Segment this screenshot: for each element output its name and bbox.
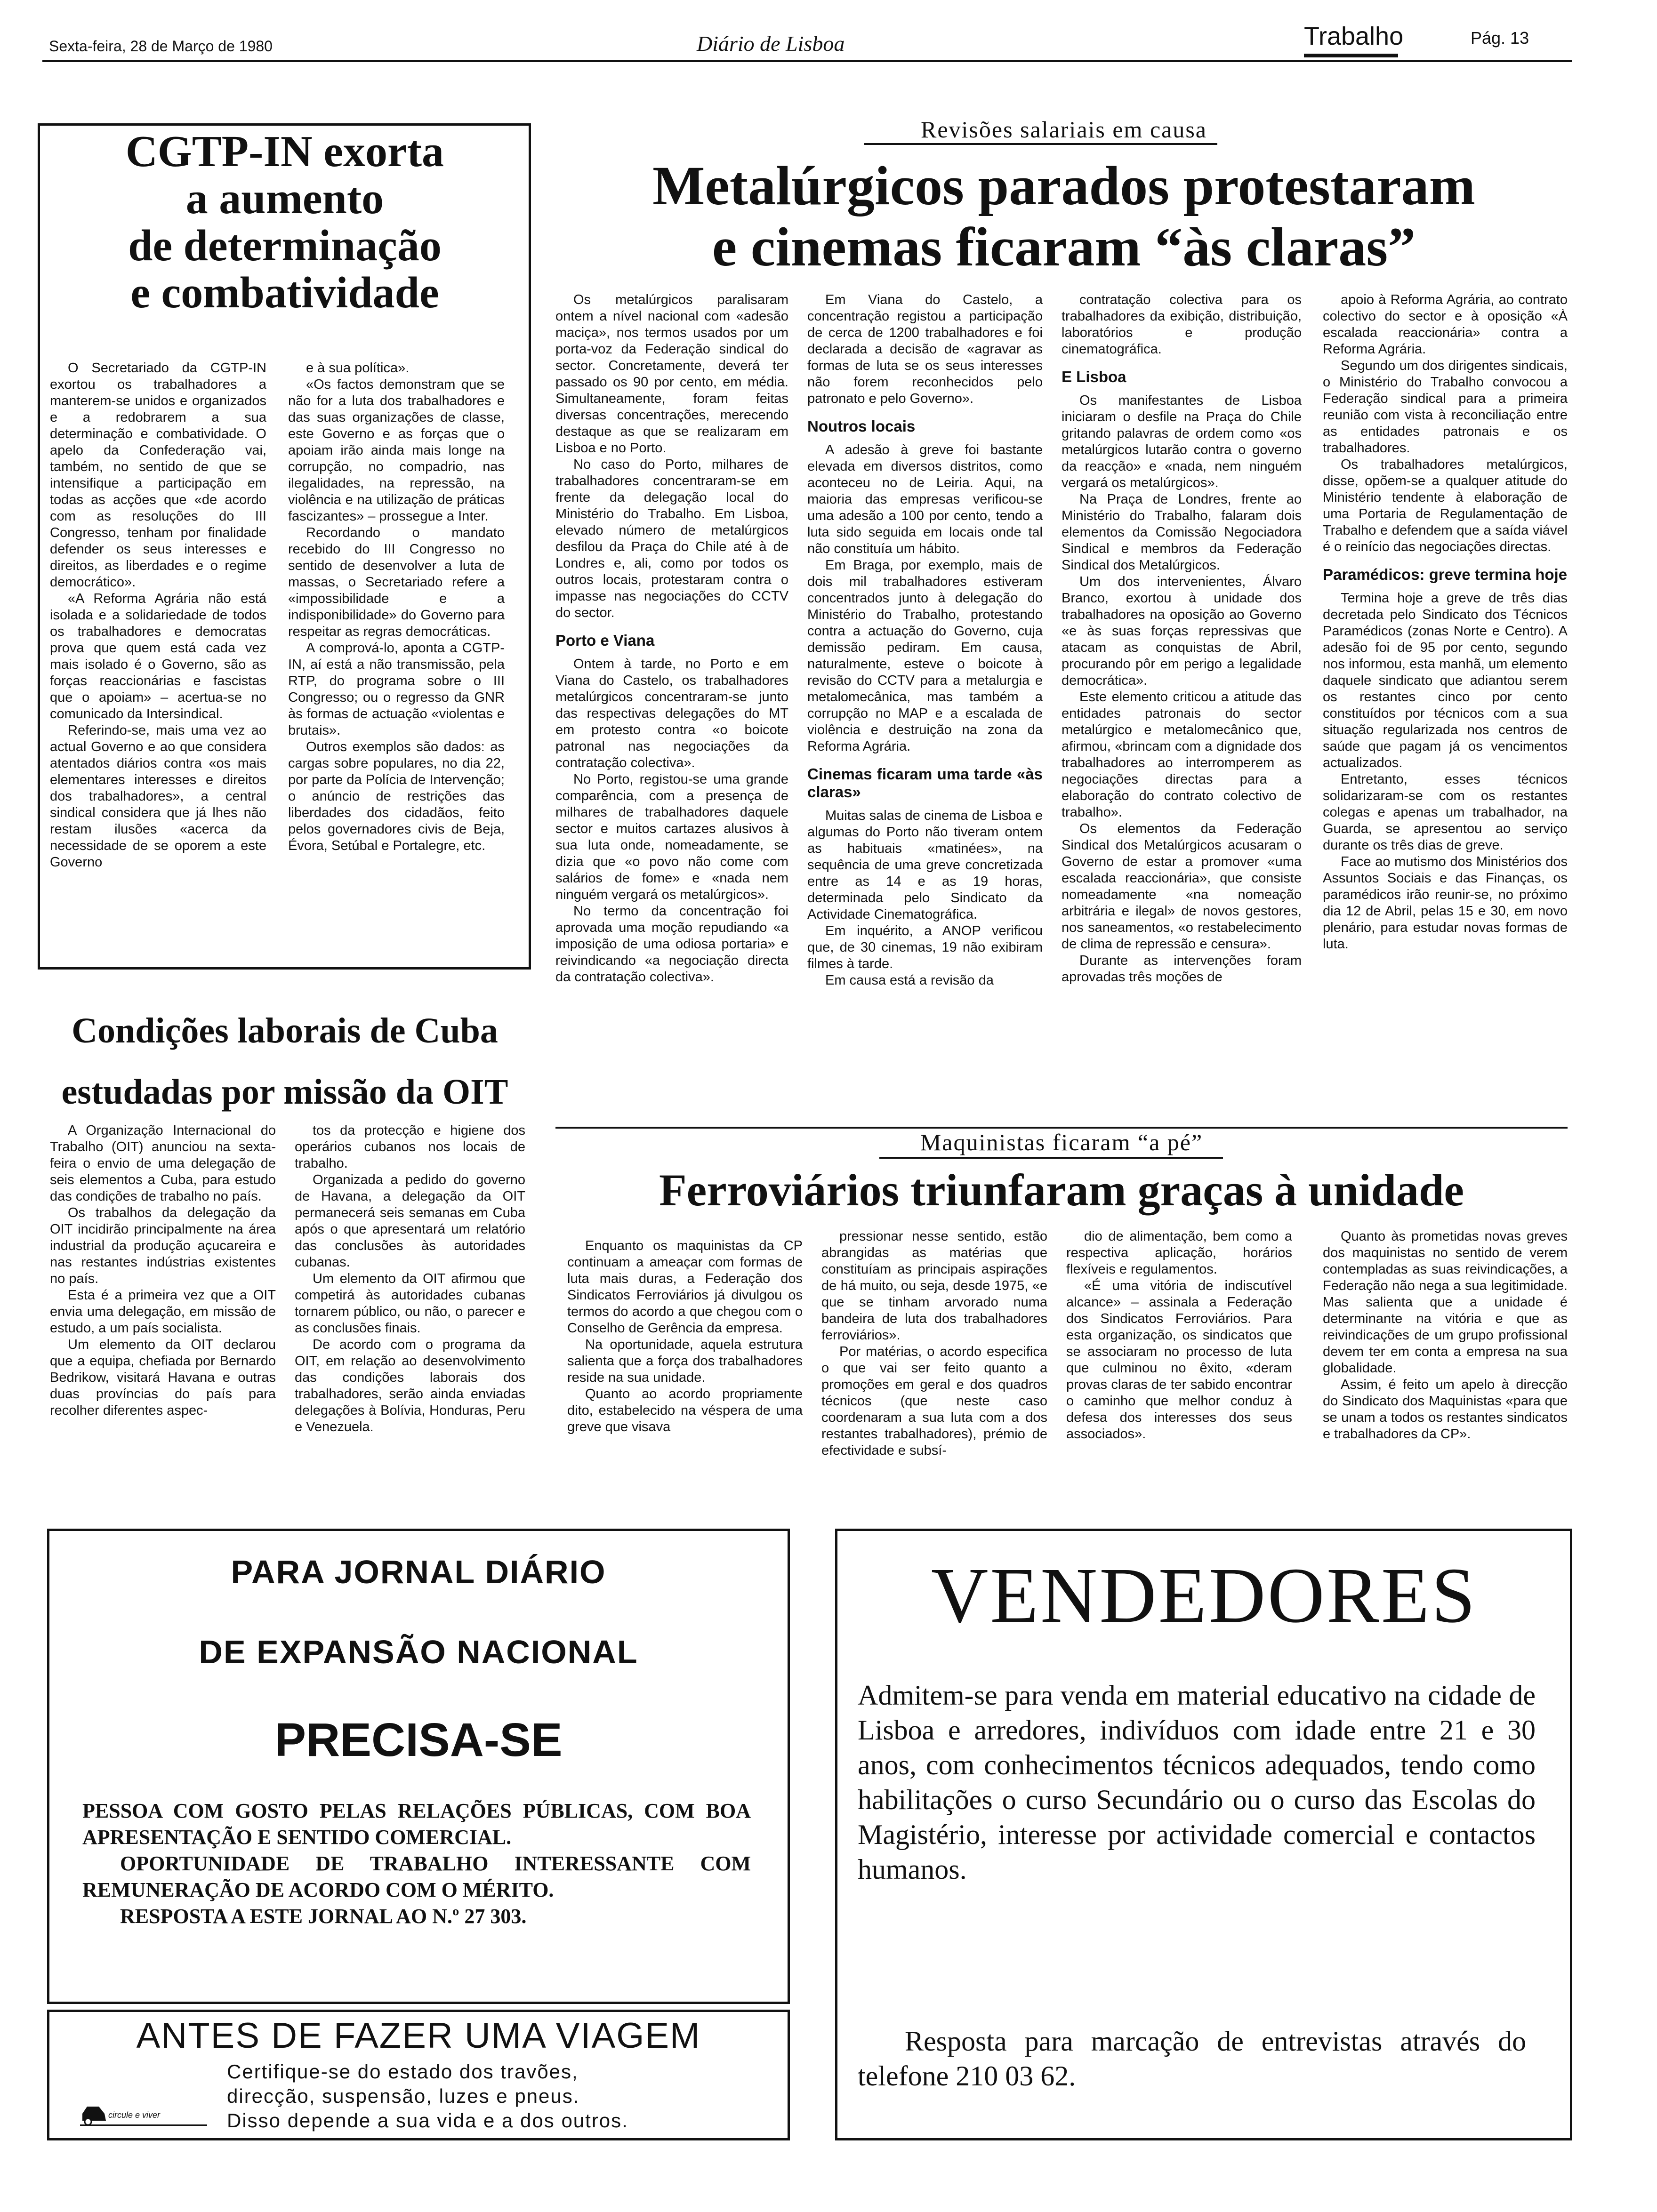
cgtp-headline-line: CGTP-IN exorta — [125, 127, 444, 176]
paragraph: contratação colectiva para os trabalhadores da exibição, distribuição, laboratórios e produção cinematográfica. — [1062, 292, 1302, 357]
ad-jornal-body — [82, 1798, 751, 1930]
paragraph: Em Braga, por exemplo, mais de dois mil trabalhadores estiveram concentrados junto à delegação do Ministério do Trabalho, protestando contra a actuação do Governo, cuja demissão pediram. Em causa, naturalmente, esteve o boicote à revisão do CCTV para a metalurgia e metalomecânica, mas também a corrupção no MAP e a escalada de violência e destruição na zona da Reforma Agrária. — [807, 558, 1043, 754]
cgtp-headline — [42, 128, 527, 316]
ad-jornal-line2: DE EXPANSÃO NACIONAL — [199, 1634, 638, 1670]
metal-kicker-underline — [864, 143, 1217, 145]
ad-viagem-line1: Certifique-se do estado dos travões, — [227, 2060, 579, 2083]
ad-viagem-line3: Disso depende a sua vida e a dos outros. — [227, 2109, 628, 2132]
ferro-kicker: Maquinistas ficaram “a pé” — [920, 1129, 1203, 1155]
paragraph: Outros exemplos são dados: as cargas sobre populares, no dia 22, por parte da Polícia de Intervenção; o anúncio de restrições das liberdades dos cidadãos, feito pelos governadores civis de Beja, Évora, Setúbal e Portalegre, etc. — [288, 739, 505, 853]
paragraph: Muitas salas de cinema de Lisboa e algumas do Porto não tiveram ontem as habituais «matinées», na sequência de uma greve concretizada entre as 14 e as 19 horas, determinada pelo Sindicato da Actividade Cinematográfica. — [807, 808, 1043, 922]
cgtp-headline-line: e combatividade — [130, 268, 439, 317]
car-icon — [80, 2102, 108, 2125]
paragraph: «É uma vitória de indiscutível alcance» – assinala a Federação dos Sindicatos Ferroviários. Para esta organização, os sindicatos que se associaram no processo de luta que culminou no êxito, «deram provas claras de ter sabido encontrar o caminho que melhor conduz à defesa dos interesses dos seus associados». — [1066, 1278, 1292, 1442]
paragraph: Um dos intervenientes, Álvaro Branco, exortou à unidade dos trabalhadores na oposição ao Governo «e às suas forças repressivas que atacam as conquistas de Abril, procurando pôr em perigo a legalidade democrática». — [1062, 574, 1302, 688]
ferro-headline: Ferroviários triunfaram graças à unidade — [659, 1165, 1464, 1215]
paragraph: Quanto ao acordo propriamente dito, estabelecido na véspera de uma greve que visava — [567, 1387, 803, 1435]
paragraph: Quanto às prometidas novas greves dos maquinistas no sentido de verem contempladas as suas reivindicações, a Federação não nega a sua legitimidade. Mas salienta que a unidade é determinante na vitória e que as reivindicações de um grupo profissional devem ter em conta a empresa na sua globalidade. — [1323, 1229, 1568, 1376]
masthead: Diário de Lisboa — [697, 32, 845, 56]
paragraph: Os trabalhadores metalúrgicos, disse, opõem-se a qualquer atitude do Ministério tendente à elaboração de uma Portaria de Regulamentação de Trabalho e defendem que a saída viável é o reinício das negociações directas. — [1323, 457, 1568, 554]
road-safety-logo — [80, 2102, 198, 2125]
paragraph: Os trabalhos da delegação da OIT incidirão principalmente na área industrial da produção açucareira e nas restantes indústrias existentes no país. — [50, 1205, 276, 1286]
ad-vendedores-title: VENDEDORES — [931, 1552, 1477, 1639]
subhead-porto: Porto e Viana — [555, 632, 655, 649]
ad-vendedores-reply: Resposta para marcação de entrevistas através do telefone 210 03 62. — [858, 2026, 1526, 2092]
ferro-column-4 — [1323, 1228, 1568, 1483]
ad-jornal-body-1: PESSOA COM GOSTO PELAS RELAÇÕES PÚBLICAS, COM BOA APRESENTAÇÃO E SENTIDO COMERCIAL. — [82, 1799, 751, 1849]
paragraph: Em inquérito, a ANOP verificou que, de 30 cinemas, 19 não exibiram filmes à tarde. — [807, 923, 1043, 971]
paragraph: Em Viana do Castelo, a concentração registou a participação de cerca de 1200 trabalhadores e foi declarada a decisão de «agravar as formas de luta se os seus interesses não forem reconhecidos pelo patronato e pelo Governo». — [807, 292, 1043, 406]
section-underline — [1304, 54, 1398, 57]
paragraph: Este elemento criticou a atitude das entidades patronais do sector metalúrgico e metalomecânico que, afirmou, «brincam com a dignidade dos trabalhadores ao interromperem as negociações directas para a elaboração do contrato colectivo de trabalho». — [1062, 689, 1302, 820]
subhead-lisboa: E Lisboa — [1062, 368, 1126, 385]
cuba-headline-line: Condições laborais de Cuba — [72, 1011, 498, 1050]
metal-headline-line: Metalúrgicos parados protestaram — [652, 155, 1475, 216]
paragraph: No termo da concentração foi aprovada uma moção repudiando «a imposição de uma odiosa portaria» e reivindicando «a negociação directa da contratação colectiva». — [555, 904, 788, 985]
paragraph: Na oportunidade, aquela estrutura salienta que a força dos trabalhadores reside na sua unidade. — [567, 1337, 803, 1385]
paragraph: Face ao mutismo dos Ministérios dos Assuntos Sociais e das Finanças, os paramédicos irão reunir-se, no próximo dia 12 de Abril, pelas 15 e 30, em novo plenário, para estudar novas formas de luta. — [1323, 854, 1568, 952]
paragraph: Entretanto, esses técnicos solidarizaram-se com os restantes colegas e apenas um trabalhador, na Guarda, se apresentou ao serviço durante os três dias de greve. — [1323, 772, 1568, 853]
metal-kicker: Revisões salariais em causa — [921, 116, 1207, 143]
metal-column-2 — [807, 292, 1043, 1139]
paragraph: A Organização Internacional do Trabalho (OIT) anunciou na sexta-feira o envio de uma delegação de seis elementos a Cuba, para estudo das condições de trabalho no país. — [50, 1123, 276, 1204]
cuba-headline-line: estudadas por missão da OIT — [61, 1072, 508, 1112]
paragraph: Em causa está a revisão da — [825, 973, 994, 988]
ad-jornal-body-2: OPORTUNIDADE DE TRABALHO INTERESSANTE COM REMUNERAÇÃO DE ACORDO COM O MÉRITO. — [82, 1852, 751, 1901]
paragraph: Um elemento da OIT declarou que a equipa, chefiada por Bernardo Bedrikow, visitará Havana e outras duas províncias do país para recolher diferentes aspec- — [50, 1337, 276, 1418]
paragraph: De acordo com o programa da OIT, em relação ao desenvolvimento das condições laborais dos trabalhadores, serão ainda enviadas delegações à Bolívia, Honduras, Peru e Venezuela. — [295, 1337, 525, 1435]
subhead-cinemas: Cinemas ficaram uma tarde «às claras» — [807, 765, 1043, 801]
paragraph: Recordando o mandato recebido do III Congresso no sentido de desenvolver a luta de massas, o Secretariado refere a «impossibilidade e a indisponibilidade» do Governo para respeitar as regras democráticas. — [288, 525, 505, 639]
paragraph: Organizada a pedido do governo de Havana, a delegação da OIT permanecerá seis semanas em Cuba após o que apresentará um relatório das conclusões às autoridades cubanas. — [295, 1172, 525, 1270]
ferro-column-3 — [1066, 1228, 1292, 1483]
ad-jornal-body-3: RESPOSTA A ESTE JORNAL AO N.º 27 303. — [120, 1905, 527, 1928]
cgtp-headline-line: de determinação — [128, 221, 442, 270]
header-date: Sexta-feira, 28 de Março de 1980 — [49, 38, 273, 55]
ad-viagem-text — [227, 2060, 628, 2133]
ferro-column-1 — [567, 1238, 803, 1483]
header-rule — [42, 60, 1572, 62]
paragraph: Por matérias, o acordo especifica o que vai ser feito quanto a promoções em geral e dos quadros técnicos (que neste caso coordenaram a sua luta com a dos restantes trabalhadores), prémio de efectividade e subsí- — [821, 1344, 1047, 1458]
subhead-noutros: Noutros locais — [807, 417, 916, 435]
cuba-headline — [42, 1000, 527, 1122]
metal-column-4 — [1323, 292, 1568, 1139]
paragraph: Os elementos da Federação Sindical dos Metalúrgicos acusaram o Governo de estar a promover «uma escalada reaccionária», que consiste nomeadamente «na nomeação arbitrária e ilegal» de novos gestores, nos saneamentos, «o restabelecimento de clima de repressão e censura». — [1062, 821, 1302, 952]
paragraph: Um elemento da OIT afirmou que competirá às autoridades cubanas tornarem público, ou não, o parecer e as conclusões finais. — [295, 1271, 525, 1336]
ferro-kicker-underline — [879, 1157, 1223, 1159]
paragraph: O Secretariado da CGTP-IN exortou os trabalhadores a manterem-se unidos e organizados e a redobrarem a sua determinação e combatividade. O apelo da Confederação vai, também, no sentido de que se intensifique a participação em todas as acções que «de acordo com as resoluções do III Congresso, tenham por finalidade defender os seus interesses e direitos, as liberdades e o regime democrático». — [50, 361, 266, 590]
paragraph: No caso do Porto, milhares de trabalhadores concentraram-se em frente da delegação local do Ministério do Trabalho. Em Lisboa, elevado número de metalúrgicos desfilou da Praça do Chile até à de Londres e, ali, como por todos os outros locais, protestaram contra o impasse nas negociações do CCTV do sector. — [555, 457, 788, 620]
cuba-column-2 — [295, 1122, 525, 1485]
paragraph: Referindo-se, mais uma vez ao actual Governo e ao que considera atentados diários contra «os mais elementares interesses e direitos dos trabalhadores», a central sindical considera que já lhes não restam ilusões «acerca da necessidade de se oporem a este Governo — [50, 723, 266, 870]
paragraph: Assim, é feito um apelo à direcção do Sindicato dos Maquinistas «para que se unam a todos os restantes sindicatos e trabalhadores da CP». — [1323, 1377, 1568, 1442]
paragraph: Os metalúrgicos paralisaram ontem a nível nacional com «adesão maciça», nos termos usados por um porta-voz da Federação sindical do sector. Concretamente, deverá ter passado os 90 por cento, em média. Simultaneamente, foram feitas diversas concentrações, merecendo destaque as que se realizaram em Lisboa e no Porto. — [555, 292, 788, 456]
ad-jornal-line3: PRECISA-SE — [274, 1714, 563, 1766]
paragraph: tos da protecção e higiene dos operários cubanos nos locais de trabalho. — [295, 1123, 525, 1171]
cgtp-column-2 — [288, 360, 505, 958]
paragraph: Durante as intervenções foram aprovadas três moções de — [1062, 953, 1302, 985]
paragraph: Ontem à tarde, no Porto e em Viana do Castelo, os trabalhadores metalúrgicos concentraram-se junto das respectivas delegações do MT em protesto contra «o boicote patronal nas negociações da contratação colectiva». — [555, 657, 788, 770]
paragraph: Os manifestantes de Lisboa iniciaram o desfile na Praça do Chile gritando palavras de ordem como «os metalúrgicos lutarão contra o governo da reacção» e «nada, nem ninguém vergará os metalúrgicos». — [1062, 393, 1302, 490]
cgtp-column-1 — [50, 360, 266, 958]
paragraph: A adesão à greve foi bastante elevada em diversos distritos, como aconteceu no de Leiria. Aqui, na maioria das empresas verificou-se uma adesão a 100 por cento, tendo a luta sido seguida em locais onde tal não constituía um hábito. — [807, 442, 1043, 556]
metal-column-1 — [555, 292, 788, 1139]
paragraph: Enquanto os maquinistas da CP continuam a ameaçar com formas de luta mais duras, a Federação dos Sindicatos Ferroviários já divulgou os termos do acordo a que chegou com o Conselho de Gerência da empresa. — [567, 1238, 803, 1336]
ad-vendedores-body: Admitem-se para venda em material educativo na cidade de Lisboa e arredores, indivíduos com idade entre 21 e 30 anos, com conhecimentos técnicos adequados, tendo como habilitações o curso Secundário ou o curso das Escolas do Magistério, interesse por actividade comercial e contactos humanos. — [858, 1680, 1536, 1885]
subhead-paramedicos: Paramédicos: greve termina hoje — [1323, 566, 1568, 583]
paragraph: «Os factos demonstram que se não for a luta dos trabalhadores e das suas organizações de classe, este Governo e as forças que o apoiam irão ainda mais longe na corrupção, no compadrio, nas ilegalidades, na repressão, na violência e na utilização de práticas fascizantes» – prossegue a Inter. — [288, 377, 505, 524]
cuba-column-1 — [50, 1122, 276, 1485]
ferro-column-2 — [821, 1228, 1047, 1483]
logo-text: circule e viver — [108, 2110, 161, 2120]
paragraph: e à sua política». — [306, 361, 410, 376]
paragraph: No Porto, registou-se uma grande comparência, com a presença de milhares de trabalhadores daquele sector e muitos cartazes alusivos à sua luta onde, nomeadamente, se dizia que «o povo não come com salários de fome» e «nada nem ninguém vergará os metalúrgicos». — [555, 772, 788, 902]
paragraph: Termina hoje a greve de três dias decretada pelo Sindicato dos Técnicos Paramédicos (zonas Norte e Centro). A adesão foi de 95 por cento, segundo nos informou, esta manhã, um elemento daquele sindicato que adiantou serem os restantes cinco por cento constituídos por técnicos com a sua situação regularizada nos centros de saúde que pagam já os vencimentos actualizados. — [1323, 591, 1568, 770]
page-number: Pág. 13 — [1471, 28, 1529, 48]
paragraph: Na Praça de Londres, frente ao Ministério do Trabalho, falaram dois elementos da Comissão Negociadora Sindical e membros da Federação Sindical dos Metalúrgicos. — [1062, 492, 1302, 573]
metal-headline — [555, 155, 1572, 278]
ad-jornal-line1: PARA JORNAL DIÁRIO — [231, 1554, 606, 1590]
paragraph: «A Reforma Agrária não está isolada e a solidariedade de todos os trabalhadores e democratas prova que quem está cada vez mais isolado é o Governo, são as forças reaccionárias e fascistas que o apoiam» – acertua-se no comunicado da Intersindical. — [50, 591, 266, 721]
paragraph: Segundo um dos dirigentes sindicais, o Ministério do Trabalho convocou a Federação sindical para a primeira reunião com vista à reconciliação entre as entidades patronais e os trabalhadores. — [1323, 358, 1568, 456]
logo-underline — [80, 2124, 207, 2126]
ad-viagem-title: ANTES DE FAZER UMA VIAGEM — [136, 2016, 701, 2056]
cgtp-headline-line: a aumento — [185, 174, 384, 223]
paragraph: apoio à Reforma Agrária, ao contrato colectivo do sector e à oposição «À escalada reaccionária» contra a Reforma Agrária. — [1323, 292, 1568, 357]
paragraph: A comprová-lo, aponta a CGTP-IN, aí está a não transmissão, pela RTP, do programa sobre o III Congresso; ou o regresso da GNR às formas de actuação «violentas e brutais». — [288, 641, 505, 738]
ad-viagem-line2: direcção, suspensão, luzes e pneus. — [227, 2085, 580, 2107]
paragraph: dio de alimentação, bem como a respectiva aplicação, horários flexíveis e regulamentos. — [1066, 1229, 1292, 1277]
paragraph: pressionar nesse sentido, estão abrangidas as matérias que constituíam as principais aspirações de há muito, ou seja, desde 1975, «e que se tinham arvorado numa bandeira de luta dos trabalhadores ferroviários». — [821, 1229, 1047, 1343]
paragraph: Esta é a primeira vez que a OIT envia uma delegação, em missão de estudo, a um país socialista. — [50, 1288, 276, 1336]
metal-column-3 — [1062, 292, 1302, 1139]
section-name: Trabalho — [1304, 22, 1404, 50]
metal-headline-line: e cinemas ficaram “às claras” — [712, 216, 1416, 278]
